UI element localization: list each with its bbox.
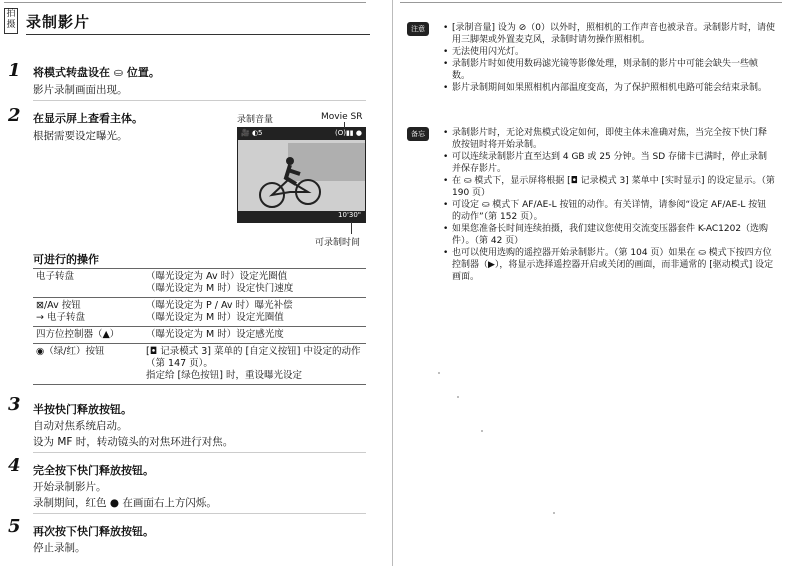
page-header xyxy=(4,8,384,34)
step-detail: 停止录制。 xyxy=(33,542,86,554)
operations-heading: 可进行的操作 xyxy=(33,253,99,266)
step-number: 5 xyxy=(8,516,21,537)
step-detail: 开始录制影片。 xyxy=(33,481,107,493)
step-number: 2 xyxy=(8,105,21,126)
step-detail: 影片录制画面出现。 xyxy=(33,84,128,96)
table-row xyxy=(33,298,366,327)
step-instruction: 将模式转盘设在 ⛀ 位置。 xyxy=(33,66,160,79)
record-indicator: (O)▮▮ ● xyxy=(334,129,362,137)
page-title: 录制影片 xyxy=(26,13,91,31)
list-item: • 也可以使用选购的遥控器开始录制影片。（第 104 页）如果在 ⛀ 模式下按四方位控制器（▶），将显示选择遥控器开启或关闭的画面，而非通常的 [驱动模式] 设定画面。 xyxy=(443,247,775,283)
step-number: 3 xyxy=(8,394,21,415)
step-divider xyxy=(33,100,366,101)
list-item: • 录制影片时如使用数码滤光镜等影像处理，则录制的影片中可能会缺失一些帧数。 xyxy=(443,58,775,82)
table-row xyxy=(33,269,366,298)
camera-screen-illustration xyxy=(237,127,366,223)
operations-table xyxy=(33,268,366,385)
left-page xyxy=(0,0,392,566)
caution-notes xyxy=(443,22,775,94)
right-page xyxy=(393,0,785,566)
list-item: • 在 ⛀ 模式下，显示屏将根据 [◘ 记录模式 3] 菜单中 [实时显示] 的设定显示。（第 190 页） xyxy=(443,175,775,199)
label-movie-sr: Movie SR xyxy=(321,112,363,122)
scan-speck xyxy=(481,430,483,432)
scan-speck xyxy=(438,372,440,374)
list-item: • 影片录制期间如果照相机内部温度变高，为了保护照相机电路可能会结束录制。 xyxy=(443,82,775,94)
control-action: （曝光设定为 M 时）设定感光度 xyxy=(143,327,366,344)
remaining-time-readout: 10'30" xyxy=(238,211,365,222)
callout-line xyxy=(344,122,345,128)
control-name: 电子转盘 xyxy=(33,269,143,298)
step-instruction: 半按快门释放按钮。 xyxy=(33,403,132,416)
list-item: • [录制音量] 设为 ⊘（0）以外时，照相机的工作声音也被录音。录制影片时，请使用三脚架或外置麦克风，录制时请勿操作照相机。 xyxy=(443,22,775,46)
scan-speck xyxy=(553,512,555,514)
memo-icon: 备忘 xyxy=(407,127,429,141)
step-detail: 自动对焦系统启动。 xyxy=(33,420,128,432)
control-action: （曝光设定为 Av 时）设定光圈值 （曝光设定为 M 时）设定快门速度 xyxy=(143,269,366,298)
step-divider xyxy=(33,513,366,514)
step-divider xyxy=(33,452,366,453)
list-item: • 如果您准备长时间连续拍摄，我们建议您使用交流变压器套件 K-AC1202（选购件）。（第 42 页） xyxy=(443,223,775,247)
control-action: [◘ 记录模式 3] 菜单的 [自定义按钮] 中设定的动作（第 147 页）。 指定给 [绿色按钮] 时，重设曝光设定 xyxy=(143,344,366,385)
label-recording-volume: 录制音量 xyxy=(237,115,274,125)
control-name: 四方位控制器（▲） xyxy=(33,327,143,344)
step-instruction: 在显示屏上查看主体。 xyxy=(33,112,143,125)
table-row xyxy=(33,327,366,344)
cyclist-photo xyxy=(238,128,366,223)
list-item: • 可以连续录制影片直至达到 4 GB 或 25 分钟。当 SD 存储卡已满时，停止录制并保存影片。 xyxy=(443,151,775,175)
step-number: 1 xyxy=(8,60,21,81)
callout-line xyxy=(351,222,352,234)
caution-icon: 注意 xyxy=(407,22,429,36)
table-row xyxy=(33,344,366,385)
volume-indicator: 🎥 ◐5 xyxy=(241,129,263,137)
list-item: • 录制影片时，无论对焦模式设定如何，即使主体未准确对焦，当完全按下快门释放按钮时将开始录制。 xyxy=(443,127,775,151)
scan-speck xyxy=(457,396,459,398)
control-name: ◉（绿/红）按钮 xyxy=(33,344,143,385)
step-detail: 设为 MF 时，转动镜头的对焦环进行对焦。 xyxy=(33,436,234,448)
control-name: ⊠/Av 按钮 → 电子转盘 xyxy=(33,298,143,327)
step-detail: 录制期间，红色 ● 在画面右上方闪烁。 xyxy=(33,497,217,509)
step-detail: 根据需要设定曝光。 xyxy=(33,130,128,142)
title-rule xyxy=(26,34,370,35)
chapter-tab: 拍摄 xyxy=(4,8,18,34)
step-instruction: 再次按下快门释放按钮。 xyxy=(33,525,154,538)
control-action: （曝光设定为 P / Av 时）曝光补偿 （曝光设定为 M 时）设定光圈值 xyxy=(143,298,366,327)
step-number: 4 xyxy=(8,455,21,476)
list-item: • 无法使用闪光灯。 xyxy=(443,46,775,58)
memo-notes xyxy=(443,127,775,283)
list-item: • 可设定 ⛀ 模式下 AF/AE-L 按钮的动作。有关详情，请参阅“设定 AF/AE-L 按钮的动作”（第 152 页）。 xyxy=(443,199,775,223)
step-instruction: 完全按下快门释放按钮。 xyxy=(33,464,154,477)
label-recordable-time: 可录制时间 xyxy=(315,238,361,248)
